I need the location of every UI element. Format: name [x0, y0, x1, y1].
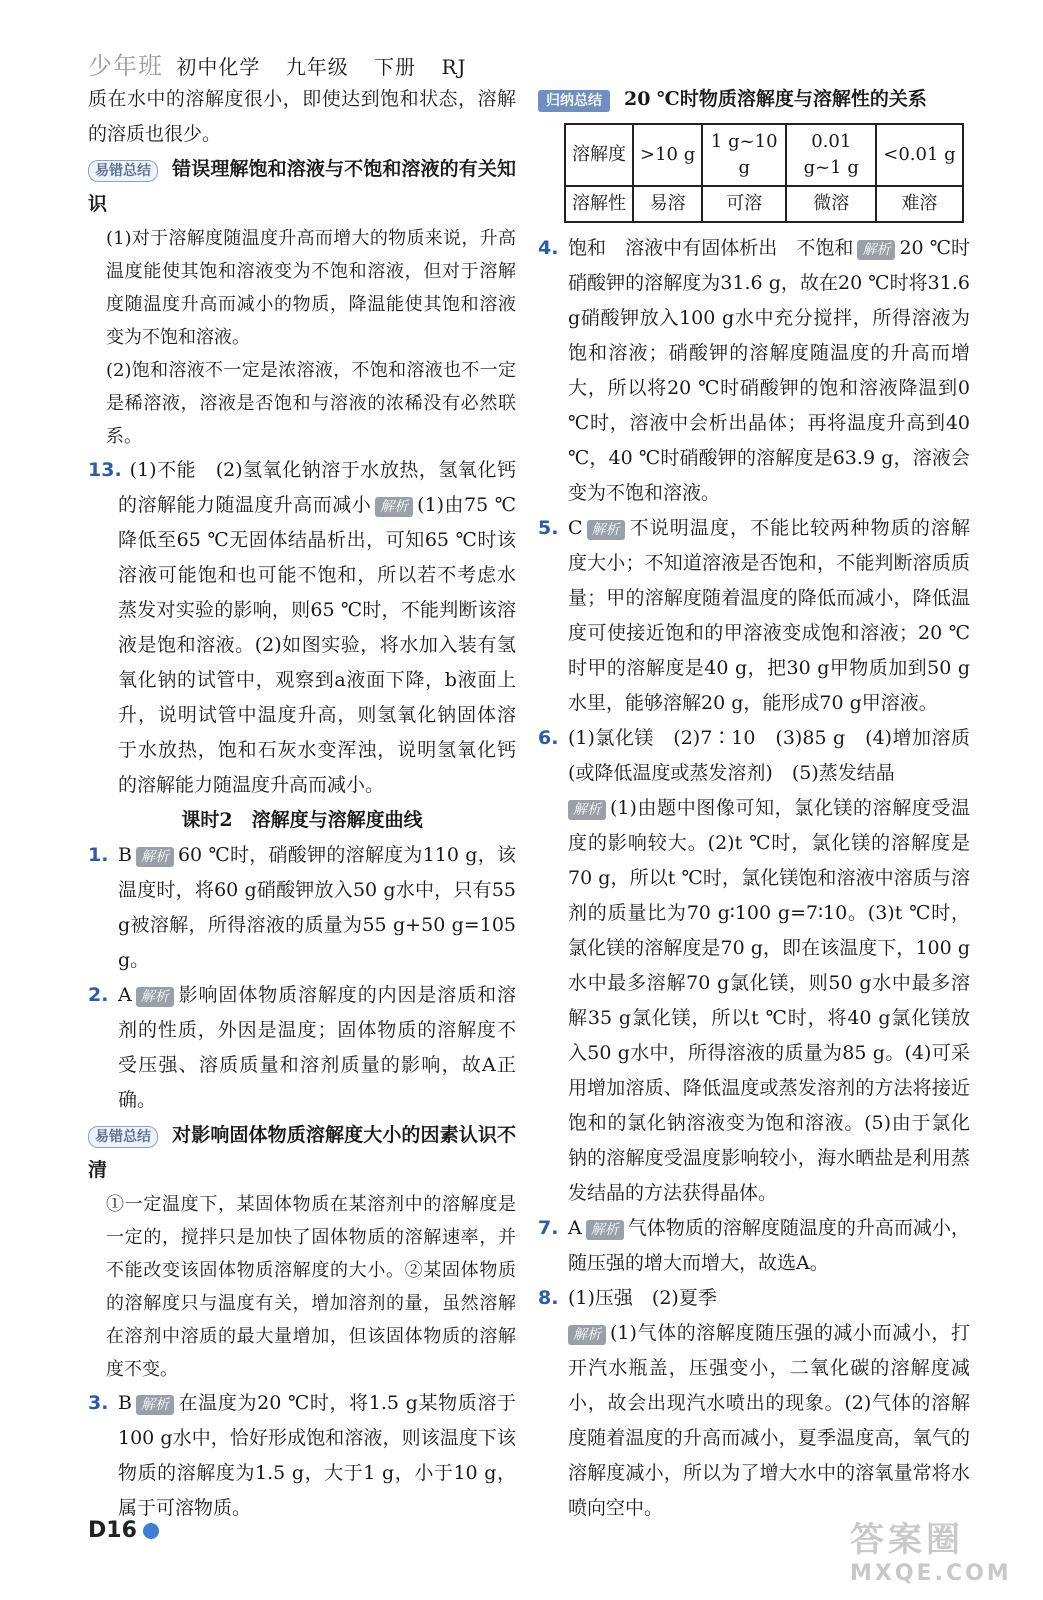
answer-text: (1)压强 (2)夏季	[568, 1287, 717, 1309]
answer-choice: C	[568, 517, 583, 539]
watermark-url: MXQE.COM	[850, 1561, 1012, 1586]
tip-title: 错误理解饱和溶液与不饱和溶液的有关知识	[88, 158, 516, 215]
answer-text: (1)不能 (2)氢氧化钠溶于水放热，氢氧化钙的溶解能力随温度升高而减小	[118, 459, 516, 516]
table-row	[565, 124, 963, 186]
analysis-badge: 解析	[136, 987, 174, 1007]
answer-text: (1)氯化镁 (2)7∶10 (3)85 g (4)增加溶质(或降低温度或蒸发溶剂) (5)蒸发结晶	[568, 727, 970, 784]
answer-2	[88, 978, 516, 1118]
lesson-title: 课时2 溶解度与溶解度曲线	[181, 809, 423, 831]
question-number: 4.	[538, 237, 559, 259]
answer-choice: B	[118, 844, 132, 866]
summary-title: 20 ℃时物质溶解度与溶解性的关系	[624, 88, 927, 110]
answer-3	[88, 1386, 516, 1526]
table-row	[565, 186, 963, 222]
question-number: 5.	[538, 517, 559, 539]
solubility-table	[564, 123, 964, 223]
tip-paragraph: (1)对于溶解度随温度升高而增大的物质来说，升高温度能使其饱和溶液变为不饱和溶液，但对于溶解度随温度升高而减小的物质，降温能使其饱和溶液变为不饱和溶液。	[106, 228, 516, 348]
table-cell: 0.01 g~1 g	[786, 124, 876, 186]
analysis-text: (1)由75 ℃降低至65 ℃无固体结晶析出，可知65 ℃时该溶液可能饱和也可能不饱和，所以若不考虑水蒸发对实验的影响，则65 ℃时，不能判断该溶液是饱和溶液。(2)如图实验，将水加入装有氢氧化钠的试管中，观察到a液面下降，b液面上升，说明试管中温度升高，则氢氧化钠固体溶于水放热，饱和石灰水变浑浊，说明氢氧化钙的溶解能力随温度升高而减小。	[118, 494, 516, 796]
analysis-badge: 解析	[587, 520, 625, 540]
tip-paragraph: (2)饱和溶液不一定是浓溶液，不饱和溶液也不一定是稀溶液，溶液是否饱和与溶液的浓稀没有必然联系。	[106, 360, 516, 447]
answer-5	[538, 511, 970, 721]
analysis-text: 影响固体物质溶解度的内因是溶质和溶剂的性质，外因是温度；固体物质的溶解度不受压强、溶质质量和溶剂质量的影响，故A正确。	[118, 984, 516, 1111]
analysis-badge: 解析	[586, 1220, 624, 1240]
tip-box-2	[88, 1118, 516, 1386]
left-column	[88, 82, 516, 1526]
analysis-badge: 解析	[568, 800, 606, 820]
question-number: 8.	[538, 1287, 559, 1309]
continued-text: 质在水中的溶解度很小，即使达到饱和状态，溶解的溶质也很少。	[88, 88, 516, 145]
analysis-text: 60 ℃时，硝酸钾的溶解度为110 g，该温度时，将60 g硝酸钾放入50 g水中，只有55 g被溶解，所得溶液的质量为55 g+50 g=105 g。	[118, 844, 516, 971]
analysis-text: (1)由题中图像可知，氯化镁的溶解度受温度的影响较大。(2)t ℃时，氯化镁的溶解度是70 g，所以t ℃时，氯化镁饱和溶液中溶质与溶剂的质量比为70 g∶100 g=7∶10。(3)t ℃时，氯化镁的溶解度是70 g，即在该温度下，100 g水中最多溶解70 g氯化镁，则50 g水中最多溶解35 g氯化镁，所以t ℃时，将40 g氯化镁放入50 g水中，所得溶液的质量为85 g。(4)可采用增加溶质、降低温度或蒸发溶剂的方法将接近饱和的氯化钠溶液变为饱和溶液。(5)由于氯化钠的溶解度受温度影响较小，海水晒盐是利用蒸发结晶的方法获得晶体。	[568, 797, 970, 1204]
grade-label: 九年级	[285, 55, 349, 79]
answer-4	[538, 231, 970, 511]
answer-13	[88, 453, 516, 803]
question-number: 2.	[88, 984, 109, 1006]
question-number: 6.	[538, 727, 559, 749]
question-number: 1.	[88, 844, 109, 866]
tip-tag: 易错总结	[88, 1126, 158, 1148]
analysis-text: 20 ℃时硝酸钾的溶解度为31.6 g，故在20 ℃时将31.6 g硝酸钾放入100 g水中充分搅拌，所得溶液为饱和溶液；硝酸钾的溶解度随温度的升高而增大，所以将20 ℃时硝酸钾的饱和溶液降温到0 ℃时，溶液中会析出晶体；再将温度升高到40 ℃，40 ℃时硝酸钾的溶解度是63.9 g，溶液会变为不饱和溶液。	[568, 237, 970, 504]
analysis-badge: 解析	[136, 847, 174, 867]
page-number	[88, 1518, 159, 1543]
analysis-badge: 解析	[568, 1325, 606, 1345]
table-cell: 难溶	[876, 186, 962, 222]
answer-choice: A	[118, 984, 132, 1006]
edition-label: RJ	[441, 55, 467, 79]
answer-7	[538, 1211, 970, 1281]
table-cell: 微溶	[786, 186, 876, 222]
tip-title: 对影响固体物质溶解度大小的因素认识不清	[88, 1124, 516, 1181]
question-number: 7.	[538, 1217, 559, 1239]
analysis-badge: 解析	[857, 240, 895, 260]
table-cell: 1 g~10 g	[702, 124, 786, 186]
page-dot-icon	[143, 1523, 159, 1539]
watermark-title: 答案圈	[850, 1520, 964, 1560]
analysis-badge: 解析	[136, 1395, 174, 1415]
tip-box-1	[88, 152, 516, 453]
answer-8	[538, 1281, 970, 1526]
summary-tag: 归纳总结	[538, 90, 610, 112]
answer-choice: B	[118, 1392, 132, 1414]
brand-logo: 少年班	[88, 52, 163, 80]
watermark	[850, 1512, 1012, 1586]
subject-label: 初中化学	[176, 55, 261, 79]
analysis-text: 不说明温度，不能比较两种物质的溶解度大小；不知道溶液是否饱和，不能判断溶质质量；甲的溶解度随着温度的降低而减小，降低温度可使接近饱和的甲溶液变成饱和溶液；20 ℃时甲的溶解度是40 g，把30 g甲物质加到50 g水里，能够溶解20 g，能形成70 g甲溶液。	[568, 517, 970, 714]
table-cell: <0.01 g	[876, 124, 962, 186]
answer-6	[538, 721, 970, 1211]
page-header	[88, 46, 485, 81]
table-cell: >10 g	[633, 124, 702, 186]
right-column	[538, 82, 970, 1526]
tip-paragraph: ①一定温度下，某固体物质在某溶剂中的溶解度是一定的，搅拌只是加快了固体物质的溶解速率，并不能改变该固体物质溶解度的大小。②某固体物质的溶解度只与温度有关，增加溶剂的量，虽然溶解在溶剂中溶质的最大量增加，但该固体物质的溶解度不变。	[106, 1194, 516, 1380]
answer-1	[88, 838, 516, 978]
table-cell: 可溶	[702, 186, 786, 222]
table-cell: 溶解度	[565, 124, 633, 186]
answer-text: 饱和 溶液中有固体析出 不饱和	[568, 237, 854, 259]
table-cell: 易溶	[633, 186, 702, 222]
analysis-badge: 解析	[375, 497, 413, 517]
page-number-text: D16	[88, 1518, 137, 1543]
answer-choice: A	[568, 1217, 582, 1239]
analysis-text: 在温度为20 ℃时，将1.5 g某物质溶于100 g水中，恰好形成饱和溶液，则该温度下该物质的溶解度为1.5 g，大于1 g，小于10 g，属于可溶物质。	[118, 1392, 516, 1519]
table-cell: 溶解性	[565, 186, 633, 222]
tip-tag: 易错总结	[88, 160, 158, 182]
question-number: 3.	[88, 1392, 109, 1414]
question-number: 13.	[88, 459, 122, 481]
volume-label: 下册	[374, 55, 417, 79]
analysis-text: (1)气体的溶解度随压强的减小而减小，打开汽水瓶盖，压强变小，二氧化碳的溶解度减小，故会出现汽水喷出的现象。(2)气体的溶解度随着温度的升高而减小，夏季温度高，氧气的溶解度减小，所以为了增大水中的溶氧量常将水喷向空中。	[568, 1322, 970, 1519]
analysis-text: 气体物质的溶解度随温度的升高而减小，随压强的增大而增大，故选A。	[568, 1217, 970, 1274]
